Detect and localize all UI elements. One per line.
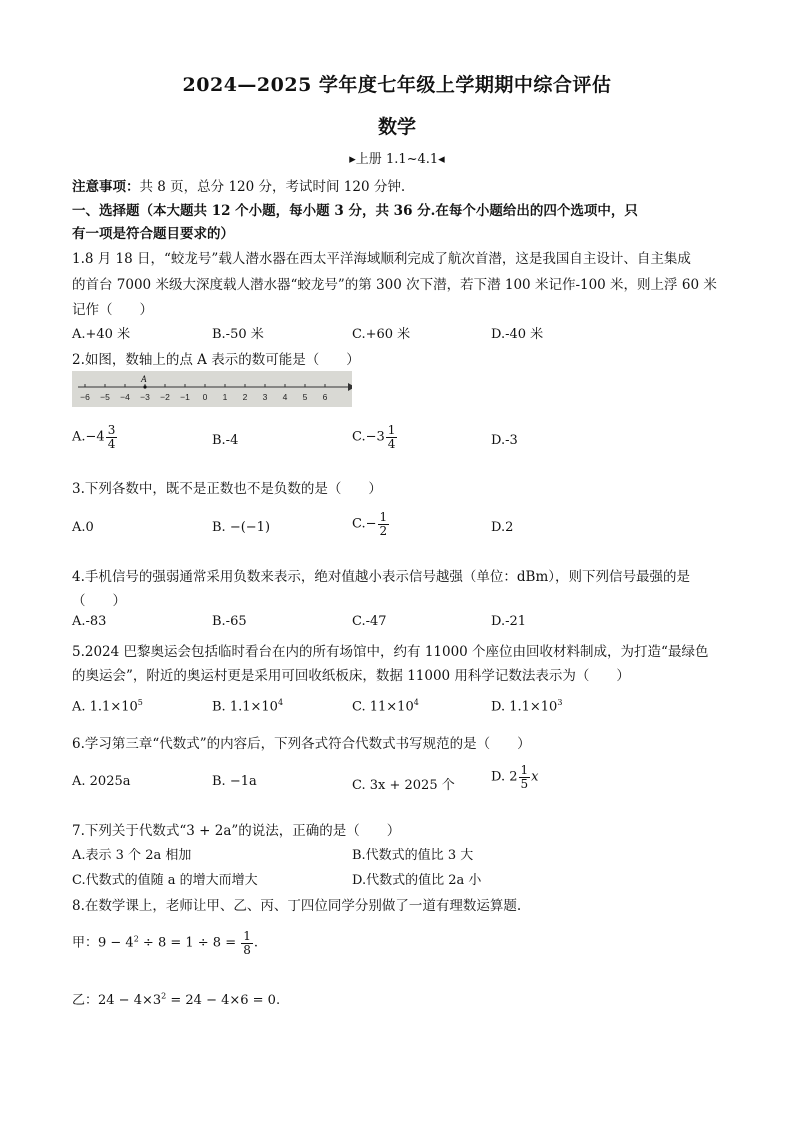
number-line-tick-label: 3 — [262, 392, 268, 402]
q8-jia-expression: 甲：$9 - 4^2 \div 8 = 1 \div 8$ = $\frac{1}{8}$ . — [72, 929, 259, 957]
number-line-tick-label: −3 — [140, 392, 150, 402]
notice-line — [72, 175, 405, 195]
q1-option-a: A.+40 米 — [72, 327, 131, 342]
q8-stem: 8.在数学课上，老师让甲、乙、丙、丁四位同学分别做了一道有理数运算题. — [72, 898, 522, 914]
notice-label: 注意事项： — [72, 179, 140, 195]
q4-line2: （ ） — [72, 593, 126, 609]
notice-text: 共 8 页，总分 120 分，考试时间 120 分钟. — [139, 179, 406, 195]
q2-option-a: A.−4 $\frac{3}{4}$ — [72, 423, 116, 451]
exam-scope: ▸上册 1.1~4.1◂ — [349, 152, 445, 167]
number-line-tick-label: 4 — [282, 392, 288, 402]
q6-option-d: D. 2 $\frac{1}{5}$ x — [491, 763, 539, 791]
exam-subject: 数学 — [377, 116, 416, 138]
q3-option-b: B. −(−1) — [212, 520, 271, 535]
q6-stem: 6.学习第三章“代数式”的内容后，下列各式符合代数式书写规范的是（ ） — [72, 736, 531, 752]
q6-option-a: A. 2025a — [72, 774, 131, 789]
number-line-tick-label: 0 — [202, 392, 208, 402]
point-a-label: A — [141, 374, 147, 384]
number-line-tick-label: −6 — [80, 392, 90, 402]
q3-option-d: D.2 — [491, 520, 514, 535]
q6-option-c: C. 3x + 2025 个 — [352, 778, 455, 793]
q5-option-a: A. $1.1\times 10^5$ — [72, 698, 143, 715]
q7-option-b: B.代数式的值比 3 大 — [352, 848, 474, 863]
q2-option-d: D.-3 — [491, 433, 518, 448]
q2-number-line-figure — [72, 371, 352, 407]
q7-option-c: C.代数式的值随 a 的增大而增大 — [72, 873, 258, 888]
q1-line2: 的首台 7000 米级大深度载人潜水器“蛟龙号”的第 300 次下潜，若下潜 100 米记作-100 米，则上浮 60 米 — [72, 277, 717, 293]
q7-option-d: D.代数式的值比 2a 小 — [352, 873, 482, 888]
q4-option-d: D.-21 — [491, 614, 527, 629]
number-line-tick-label: 2 — [242, 392, 248, 402]
q4-option-a: A.-83 — [72, 614, 107, 629]
q5-line1: 5.2024 巴黎奥运会包括临时看台在内的所有场馆中，约有 11000 个座位由回收材料制成，为打造“最绿色 — [72, 644, 709, 660]
section1-heading-line2: 有一项是符合题目要求的） — [72, 226, 234, 242]
number-line-svg — [72, 371, 352, 407]
q7-stem: 7.下列关于代数式“3 + 2a”的说法，正确的是（ ） — [72, 823, 401, 839]
number-line-tick-label: −1 — [180, 392, 190, 402]
number-line-tick-label: −4 — [120, 392, 130, 402]
q8-yi-expression: 乙：$24 - 4\times 3^2 = 24 - 4\times 6 = 0$. — [72, 991, 281, 1008]
q5-option-b: B. $1.1\times 10^4$ — [212, 698, 284, 715]
number-line-arrow — [348, 383, 352, 391]
q4-option-b: B.-65 — [212, 614, 247, 629]
q4-option-c: C.-47 — [352, 614, 387, 629]
q1-option-b: B.-50 米 — [212, 327, 264, 342]
q3-option-c: C.− $\frac{1}{2}$ — [352, 510, 388, 538]
q1-line1: 1.8 月 18 日，“蛟龙号”载人潜水器在西太平洋海域顺利完成了航次首潜，这是我国自主设计、自主集成 — [72, 251, 691, 267]
q1-line3: 记作（ ） — [72, 302, 153, 318]
number-line-tick-label: 6 — [322, 392, 328, 402]
number-line-tick-label: −5 — [100, 392, 110, 402]
q1-option-d: D.-40 米 — [491, 327, 544, 342]
exam-title: 2024—2025 学年度七年级上学期期中综合评估 — [182, 74, 612, 96]
number-line-tick-label: 5 — [302, 392, 308, 402]
number-line-tick-label: 1 — [222, 392, 228, 402]
q5-option-c: C. $11\times 10^4$ — [352, 698, 419, 715]
q3-option-a: A.0 — [72, 520, 94, 535]
q7-option-a: A.表示 3 个 2a 相加 — [72, 848, 192, 863]
section1-heading-line1: 一、选择题（本大题共 12 个小题，每小题 3 分，共 36 分.在每个小题给出的四个选项中，只 — [72, 203, 638, 219]
q3-stem: 3.下列各数中，既不是正数也不是负数的是（ ） — [72, 481, 382, 497]
point-a-dot — [143, 385, 146, 388]
q1-option-c: C.+60 米 — [352, 327, 411, 342]
q4-line1: 4.手机信号的强弱通常采用负数来表示，绝对值越小表示信号越强（单位：dBm），则下列信号最强的是 — [72, 569, 690, 585]
q2-option-b: B.-4 — [212, 433, 239, 448]
q6-option-b: B. −1a — [212, 774, 257, 789]
q2-option-c: C.−3 $\frac{1}{4}$ — [352, 423, 396, 451]
number-line-tick-label: −2 — [160, 392, 170, 402]
q5-option-d: D. $1.1\times 10^3$ — [491, 698, 563, 715]
q2-stem: 2.如图，数轴上的点 A 表示的数可能是（ ） — [72, 352, 360, 368]
q5-line2: 的奥运会”，附近的奥运村更是采用可回收纸板床，数据 11000 用科学记数法表示为（ ） — [72, 668, 630, 684]
